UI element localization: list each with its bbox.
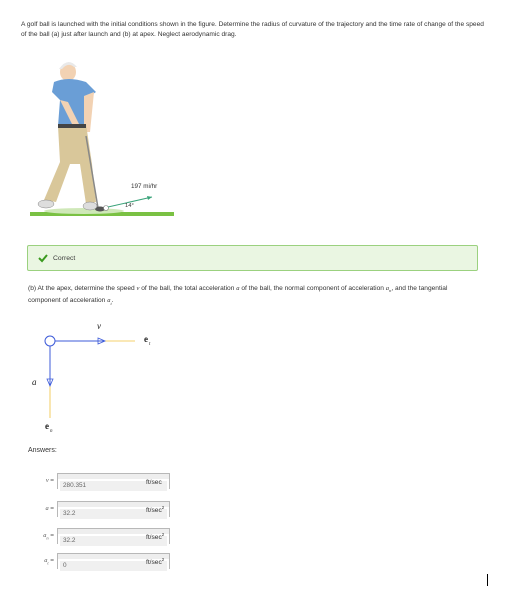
speed-label: 197 mi/hr bbox=[131, 183, 158, 190]
apex-vector-diagram bbox=[25, 318, 175, 438]
answer-at-unit: $ft/\sec^2$ bbox=[146, 557, 165, 566]
answer-symbol: a bbox=[43, 532, 47, 539]
problem-statement: A golf ball is launched with the initial conditions shown in the figure. Determine the radius of curvature of the trajectory and the time rate of change of the speed of the ball (a) just after launch and (b) at apex. Neglect aerodynamic drag. bbox=[21, 21, 484, 38]
correct-status-banner bbox=[27, 245, 478, 271]
answer-row-a: a = 32.2 $ft/\sec^2$ bbox=[28, 501, 228, 517]
et-sub: t bbox=[149, 342, 151, 347]
part-b-question: (b) At the apex, determine the speed v of the ball, the total acceleration a of the ball, the normal component of acceleration $a_n$, and the tangential component of acceleration $a_t$. bbox=[28, 285, 448, 306]
status-label: Correct bbox=[53, 255, 76, 262]
text-cursor bbox=[487, 574, 488, 586]
answer-row-v: v = 280.351 ft/sec bbox=[28, 473, 228, 489]
golfer-pants bbox=[44, 124, 96, 204]
en-label: e bbox=[45, 421, 49, 431]
answer-symbol: a bbox=[44, 557, 48, 564]
answers-title: Answers: bbox=[28, 447, 57, 454]
golf-ball bbox=[104, 206, 109, 211]
a-label: a bbox=[32, 377, 37, 387]
checkmark-icon bbox=[37, 252, 49, 264]
v-label: v bbox=[97, 321, 101, 331]
answer-symbol: a bbox=[45, 505, 49, 512]
et-label: e bbox=[144, 334, 148, 344]
ball-marker bbox=[45, 336, 55, 346]
golfer-figure bbox=[24, 52, 174, 222]
answer-an-unit: $ft/\sec^2$ bbox=[146, 532, 165, 541]
en-sub: n bbox=[50, 429, 53, 434]
answer-v-unit: ft/sec bbox=[146, 479, 162, 486]
answer-row-at: $a_t$ = 0 $ft/\sec^2$ bbox=[28, 553, 228, 569]
answer-row-an: $a_n$ = 32.2 $ft/\sec^2$ bbox=[28, 528, 228, 544]
angle-label: 14° bbox=[125, 203, 134, 209]
answer-a-unit: $ft/\sec^2$ bbox=[146, 505, 165, 514]
answer-symbol: v bbox=[45, 477, 49, 484]
